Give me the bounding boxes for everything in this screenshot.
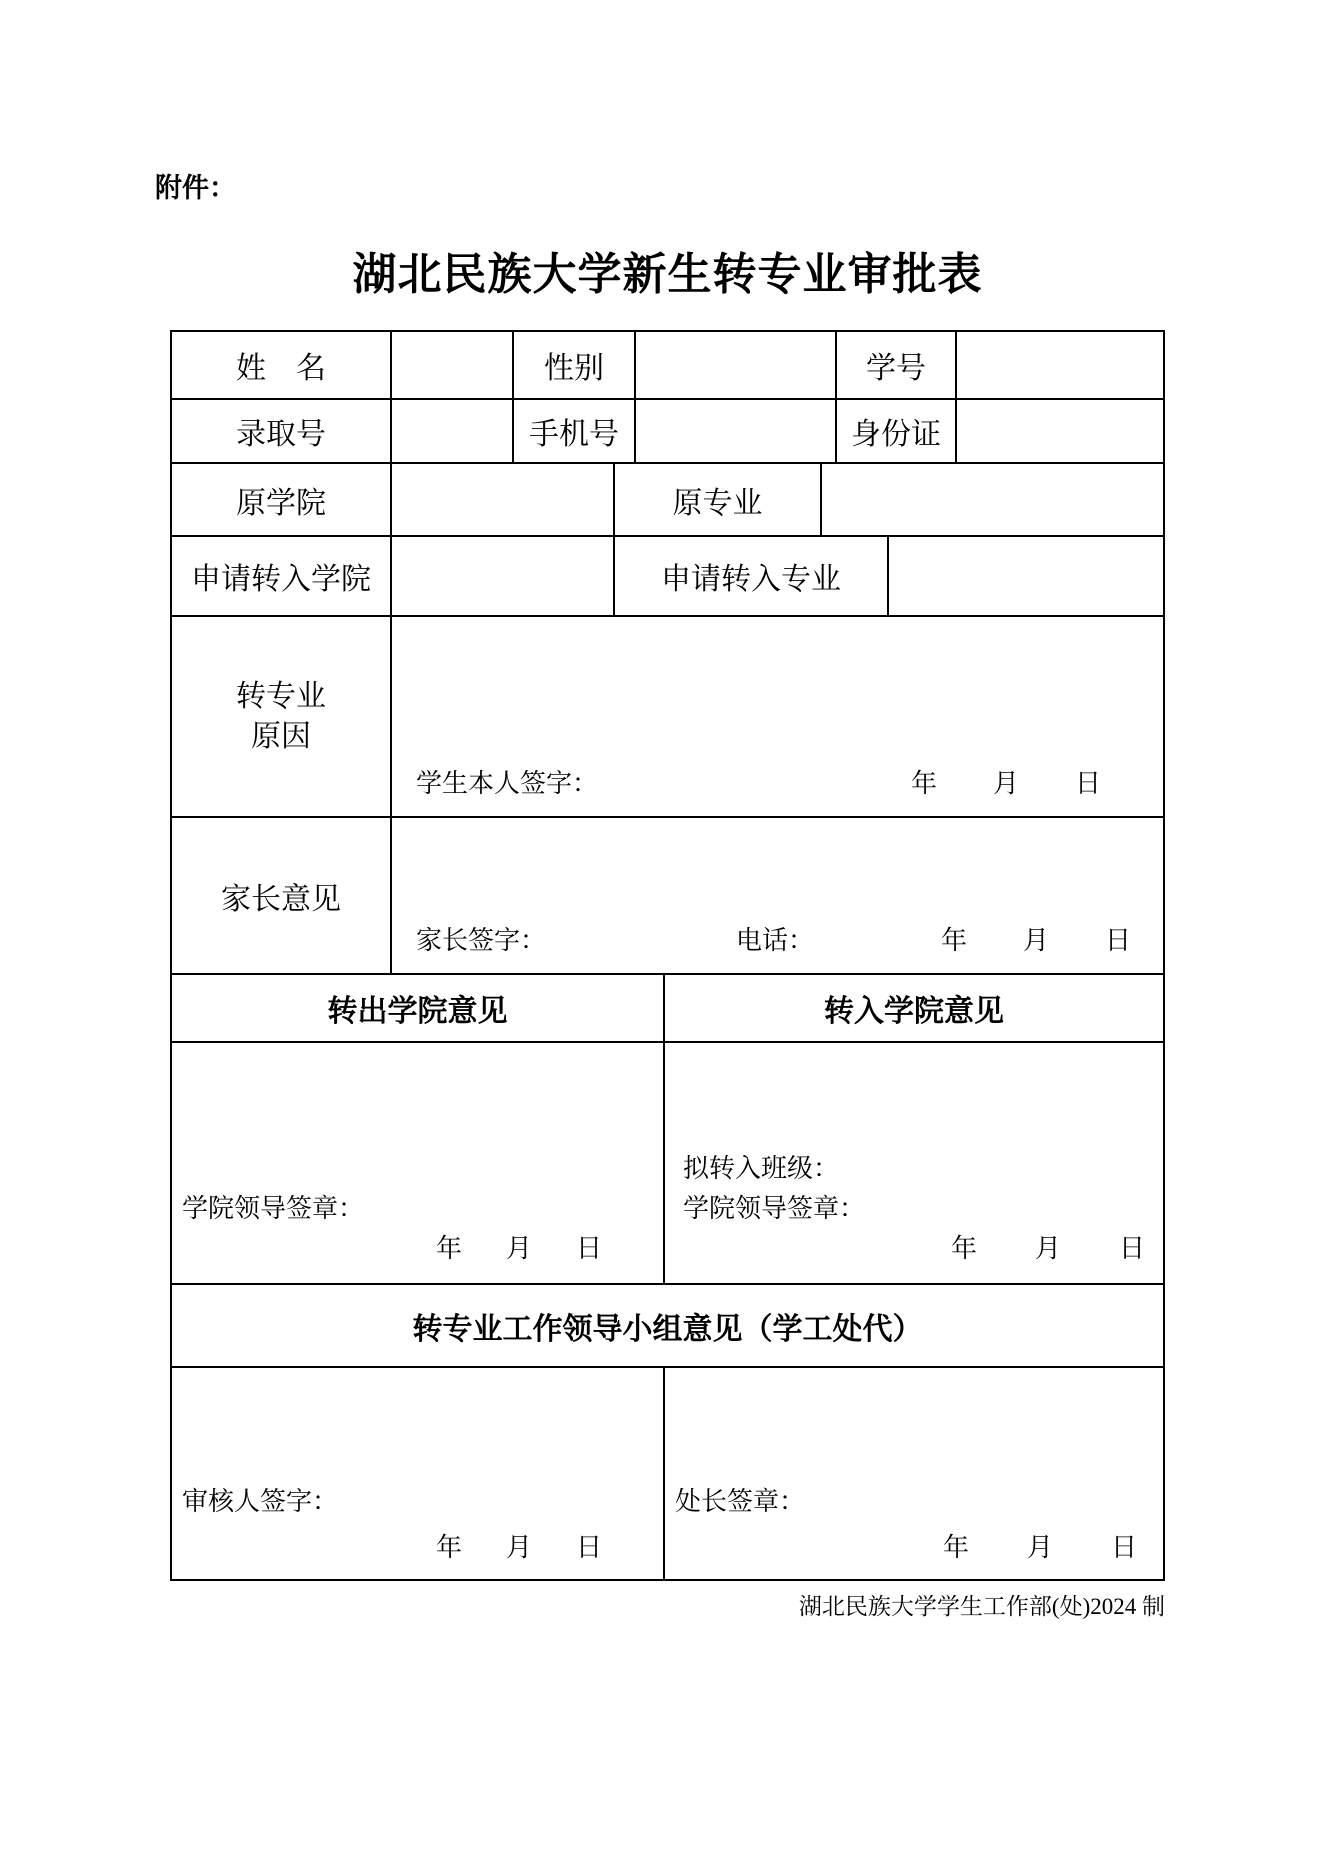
footer-note: 湖北民族大学学生工作部(处)2024 制 (798, 1594, 1165, 1619)
reason-label-line2: 原因 (251, 719, 311, 753)
day-label: 日 (1111, 1533, 1138, 1562)
id-card-blank-cell (957, 400, 1163, 462)
id-card-label: 身份证 (837, 400, 957, 462)
row-college-headers (172, 975, 1163, 1043)
attachment-label: 附件： (155, 173, 236, 203)
month-label: 月 (1022, 926, 1049, 955)
in-leader-signature-label: 学院领导签章： (683, 1194, 866, 1223)
year-label: 年 (943, 1533, 970, 1562)
month-label: 月 (992, 769, 1019, 798)
date-fields (911, 763, 1163, 800)
apply-major-blank-cell (889, 537, 1163, 615)
reason-label (172, 617, 392, 816)
month-label: 月 (1035, 1234, 1062, 1263)
form-title: 湖北民族大学新生转专业审批表 (352, 250, 983, 299)
parent-opinion-label: 家长意见 (172, 818, 392, 973)
parent-signature-line (392, 920, 1163, 973)
gender-label: 性别 (514, 332, 636, 398)
reviewer-cell (172, 1368, 665, 1579)
leader-group-header: 转专业工作领导小组意见（学工处代） (412, 1312, 923, 1346)
gender-blank-cell (636, 332, 837, 398)
reason-label-line1: 转专业 (236, 679, 326, 713)
reason-content-cell (392, 617, 1163, 816)
orig-college-blank-cell (392, 464, 615, 535)
in-college-opinion-cell (665, 1043, 1163, 1283)
day-label: 日 (576, 1234, 603, 1263)
student-signature-label: 学生本人签字： (416, 769, 599, 798)
student-signature-line (392, 763, 1163, 816)
year-label: 年 (951, 1234, 978, 1263)
admission-no-blank-cell (392, 400, 514, 462)
month-label: 月 (506, 1533, 533, 1562)
parent-phone-label: 电话： (736, 926, 815, 955)
student-no-blank-cell (957, 332, 1163, 398)
day-label: 日 (1104, 926, 1131, 955)
director-cell (665, 1368, 1163, 1579)
in-class-label: 拟转入班级： (683, 1154, 840, 1183)
row-basic-1 (172, 332, 1163, 400)
approval-form-table (170, 330, 1165, 1581)
day-label: 日 (1119, 1234, 1146, 1263)
mobile-blank-cell (636, 400, 837, 462)
out-college-opinion-cell (172, 1043, 665, 1283)
date-fields (673, 1229, 1163, 1269)
date-fields (941, 920, 1163, 957)
mobile-label: 手机号 (514, 400, 636, 462)
row-reason (172, 617, 1163, 818)
year-label: 年 (436, 1234, 463, 1263)
apply-major-label: 申请转入专业 (615, 537, 889, 615)
orig-major-label: 原专业 (615, 464, 822, 535)
row-parent (172, 818, 1163, 975)
admission-no-label: 录取号 (172, 400, 392, 462)
row-final-approval (172, 1368, 1163, 1579)
month-label: 月 (1027, 1533, 1054, 1562)
parent-signature-label: 家长签字： (416, 926, 547, 955)
date-fields (172, 1525, 663, 1571)
date-fields (665, 1525, 1163, 1571)
director-signature-label: 处长签章： (675, 1487, 806, 1516)
day-label: 日 (1074, 769, 1101, 798)
row-college-opinions (172, 1043, 1163, 1285)
parent-content-cell (392, 818, 1163, 973)
row-group-header (172, 1285, 1163, 1368)
orig-major-blank-cell (822, 464, 1163, 535)
day-label: 日 (576, 1533, 603, 1562)
year-label: 年 (436, 1533, 463, 1562)
row-original (172, 464, 1163, 537)
row-apply (172, 537, 1163, 617)
orig-college-label: 原学院 (172, 464, 392, 535)
apply-college-blank-cell (392, 537, 615, 615)
name-blank-cell (392, 332, 514, 398)
year-label: 年 (940, 926, 967, 955)
student-no-label: 学号 (837, 332, 957, 398)
out-leader-signature-label: 学院领导签章： (182, 1194, 365, 1223)
name-label: 姓 名 (172, 332, 392, 398)
month-label: 月 (506, 1234, 533, 1263)
out-college-header: 转出学院意见 (172, 975, 665, 1041)
row-basic-2 (172, 400, 1163, 464)
year-label: 年 (910, 769, 937, 798)
date-fields (172, 1229, 663, 1269)
reviewer-signature-label: 审核人签字： (182, 1487, 339, 1516)
apply-college-label: 申请转入学院 (172, 537, 392, 615)
in-college-header: 转入学院意见 (824, 995, 1004, 1028)
